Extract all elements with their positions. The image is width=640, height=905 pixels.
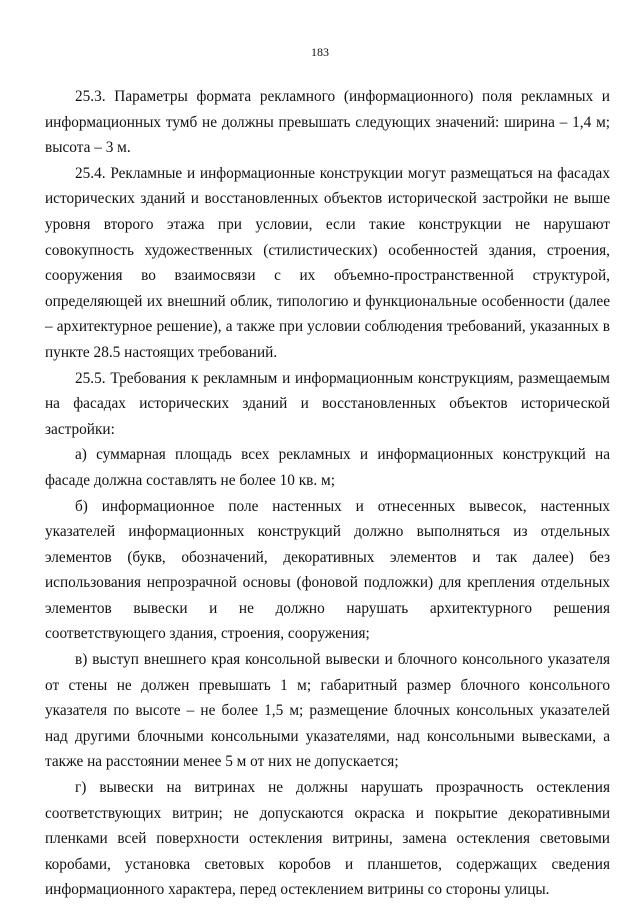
paragraph-25-5: 25.5. Требования к рекламным и информационным конструкциям, размещаемым на фасадах исторических зданий и восстановленных объектов исторической застройки: xyxy=(45,369,610,438)
list-item-a: а) суммарная площадь всех рекламных и информационных конструкций на фасаде должна составлять не более 10 кв. м; xyxy=(45,446,610,489)
document-body xyxy=(45,84,610,903)
paragraph-25-4: 25.4. Рекламные и информационные конструкции могут размещаться на фасадах исторических зданий и восстановленных объектов исторической застройки не выше уровня второго этажа при условии, если такие конструкции не нарушают совокупность художественных (стилистических) особенностей здания, строения, сооружения во взаимосвязи с их объемно-пространственной структурой, определяющей их внешний облик, типологию и функциональные особенности (далее – архитектурное решение), а также при условии соблюдения требований, указанных в пункте 28.5 настоящих требований. xyxy=(45,164,610,361)
page-number: 183 xyxy=(311,45,329,59)
list-item-v: в) выступ внешнего края консольной вывески и блочного консольного указателя от стены не должен превышать 1 м; габаритный размер блочного консольного указателя по высоте – не более 1,5 м; размещение блочных консольных указателей над другими блочными консольными указателями, над консольными вывесками, а также на расстоянии менее 5 м от них не допускается; xyxy=(45,651,610,771)
paragraph-25-3: 25.3. Параметры формата рекламного (информационного) поля рекламных и информационных тумб не должны превышать следующих значений: ширина – 1,4 м; высота – 3 м. xyxy=(45,88,610,157)
list-item-g: г) вывески на витринах не должны нарушать прозрачность остекления соответствующих витрин; не допускаются окраска и покрытие декоративными пленками всей поверхности остекления витрины, замена остекления световыми коробами, установка световых коробов и планшетов, содержащих сведения информационного характера, перед остеклением витрины со стороны улицы. xyxy=(45,779,610,899)
list-item-b: б) информационное поле настенных и отнесенных вывесок, настенных указателей информационных конструкций должно выполняться из отдельных элементов (букв, обозначений, декоративных элементов и так далее) без использования непрозрачной основы (фоновой подложки) для крепления отдельных элементов вывески и не должно нарушать архитектурного решения соответствующего здания, строения, сооружения; xyxy=(45,497,610,643)
